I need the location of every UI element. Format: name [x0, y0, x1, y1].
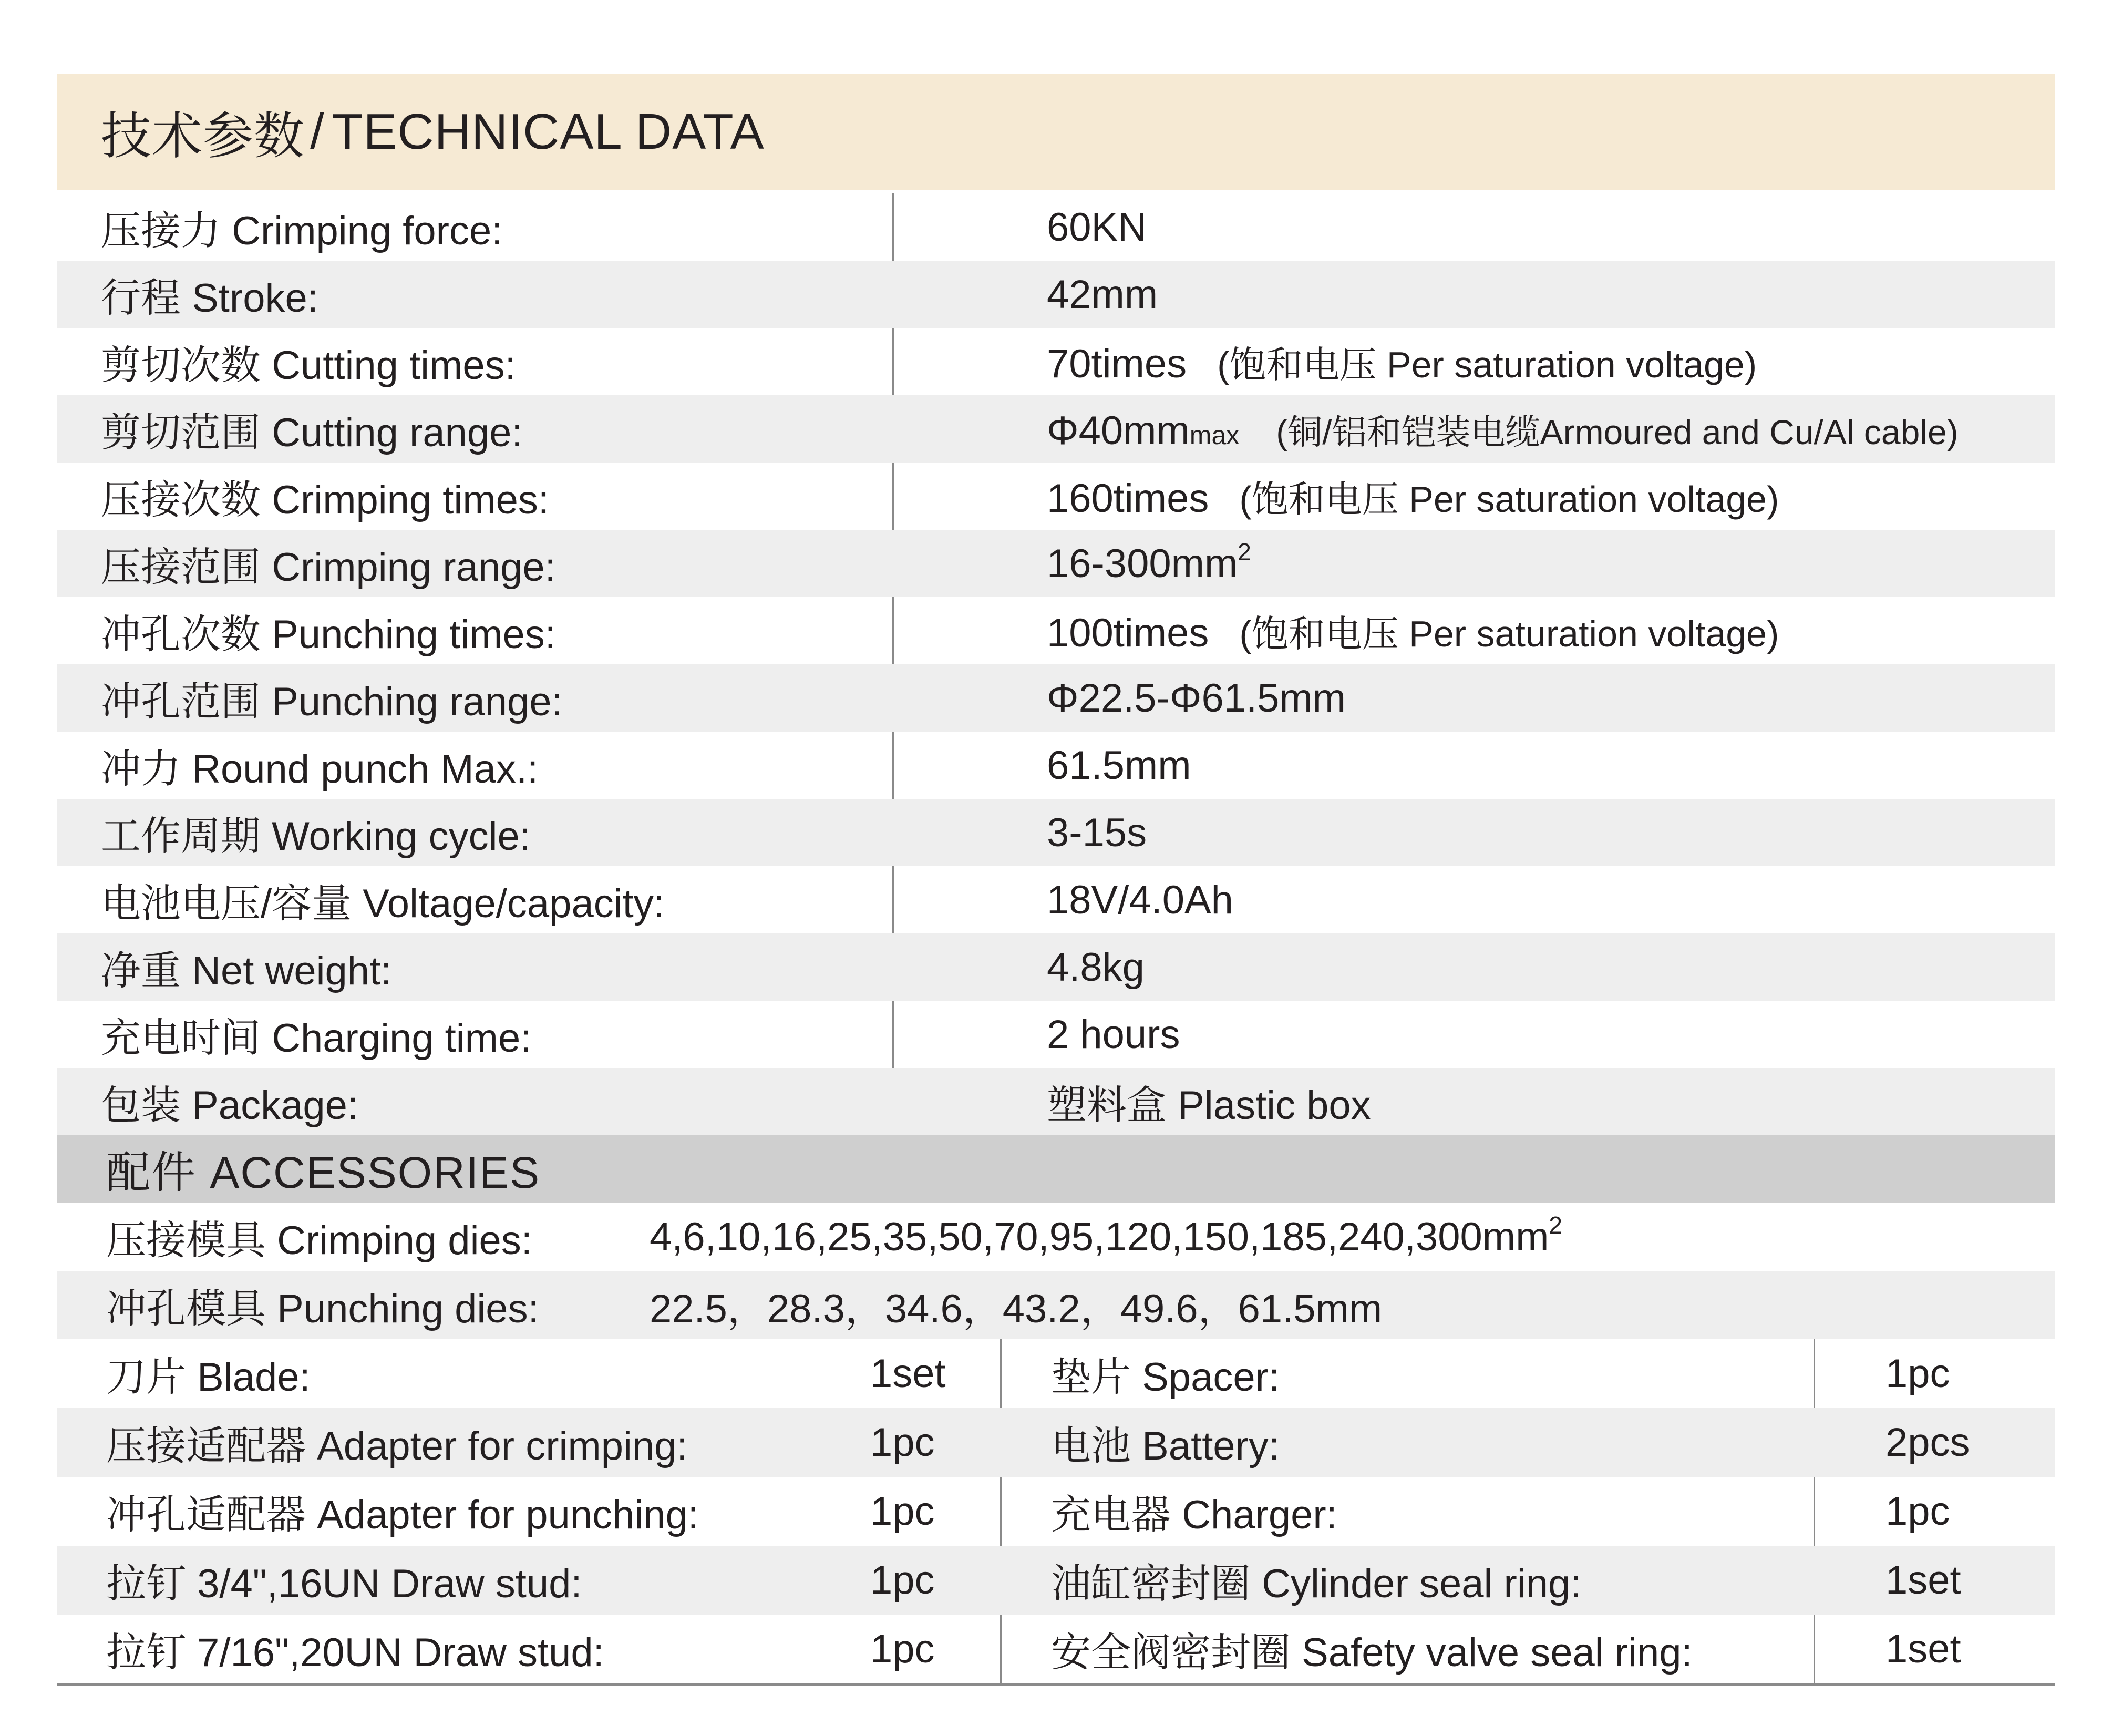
spec-row-package [57, 1068, 2055, 1135]
accessory-value: $4,6,10,16,25,35,50,70,95,120,150,185,240,300mm^2$ [650, 1211, 1563, 1259]
item-label: 冲孔适配器 Adapter for punching: [106, 1493, 699, 1537]
accessory-value: 22.5，28.3，34.6，43.2，49.6，61.5mm [650, 1286, 1383, 1331]
spec-row-voltage-capacity [57, 866, 2055, 933]
spec-row-punching-times [57, 597, 2055, 664]
spec-value: Φ40mmmax (铜/铝和铠装电缆Armoured and Cu/Al cable) [1047, 408, 1959, 453]
accessory-row-crimping-dies [57, 1203, 2055, 1271]
accessory-item-row [57, 1339, 2055, 1408]
spec-row-charging-time [57, 1001, 2055, 1068]
header-title-cn: 技术参数 [101, 108, 305, 165]
item-label: 充电器 Charger: [1051, 1493, 1337, 1537]
accessory-item-row [57, 1546, 2055, 1615]
item-qty: 1set [1885, 1558, 1961, 1603]
item-qty: 1pc [870, 1489, 935, 1534]
spec-value: 42mm [1047, 272, 1158, 317]
spec-value: 塑料盒 Plastic box [1047, 1083, 1371, 1128]
spec-label: 工作周期 Working cycle: [101, 814, 531, 859]
spec-row-round-punch [57, 732, 2055, 799]
spec-sheet [57, 74, 2055, 1686]
spec-value: 70times (饱和电压 Per saturation voltage) [1047, 341, 1757, 386]
spec-label: 行程 Stroke: [101, 275, 318, 321]
header-separator: / [310, 104, 325, 160]
spec-row-crimping-range [57, 530, 2055, 597]
accessory-label: 冲孔模具 Punching dies: [106, 1286, 539, 1331]
spec-row-punching-range [57, 664, 2055, 732]
spec-label: 剪切次数 Cutting times: [101, 343, 516, 388]
spec-value-sup: 2 [1238, 538, 1251, 566]
spec-value: 3-15s [1047, 810, 1147, 855]
accessory-row-punching-dies [57, 1271, 2055, 1339]
technical-data-header [57, 74, 2055, 190]
item-label: 刀片 Blade: [106, 1355, 311, 1400]
spec-note: (饱和电压 Per saturation voltage) [1217, 344, 1757, 385]
spec-value: 4.8kg [1047, 944, 1145, 990]
spec-label: 净重 Net weight: [101, 948, 392, 993]
accessory-items-grid [57, 1339, 2055, 1683]
spec-label: 包装 Package: [101, 1083, 358, 1128]
accessory-item-row [57, 1408, 2055, 1477]
accessory-value-sup: 2 [1549, 1211, 1563, 1239]
spec-label: 冲力 Round punch Max.: [101, 746, 539, 792]
spec-row-net-weight [57, 933, 2055, 1001]
item-label: 拉钉 3/4",16UN Draw stud: [106, 1562, 582, 1606]
spec-value: Φ22.5-Φ61.5mm [1047, 675, 1346, 721]
spec-row-crimping-force [57, 193, 2055, 261]
spec-row-crimping-times [57, 463, 2055, 530]
spec-row-stroke [57, 261, 2055, 328]
spec-label: 电池电压/容量 Voltage/capacity: [101, 881, 665, 926]
spec-value: 18V/4.0Ah [1047, 877, 1233, 922]
accessory-label: 压接模具 Crimping dies: [106, 1218, 532, 1263]
spec-row-working-cycle [57, 799, 2055, 866]
spec-value-suffix: max [1189, 420, 1240, 450]
header-title-en: TECHNICAL DATA [332, 104, 765, 160]
spec-note: (饱和电压 Per saturation voltage) [1239, 478, 1779, 520]
spec-label: 剪切范围 Cutting range: [101, 410, 523, 455]
item-label: 压接适配器 Adapter for crimping: [106, 1424, 688, 1468]
item-label: 垫片 Spacer: [1051, 1355, 1280, 1400]
item-qty: 1pc [870, 1627, 935, 1671]
spec-label: 压接力 Crimping force: [101, 208, 503, 253]
item-qty: 1set [1885, 1627, 1961, 1671]
spec-row-cutting-range [57, 395, 2055, 463]
accessory-item-row [57, 1615, 2055, 1683]
item-qty: 1pc [1885, 1351, 1950, 1396]
accessory-item-row [57, 1477, 2055, 1546]
spec-value: 60KN [1047, 204, 1147, 250]
item-qty: 1pc [1885, 1489, 1950, 1534]
spec-label: 压接范围 Crimping range: [101, 545, 556, 590]
item-label: 安全阀密封圈 Safety valve seal ring: [1051, 1630, 1693, 1675]
spec-value: 61.5mm [1047, 743, 1191, 788]
item-qty: 1pc [870, 1558, 935, 1603]
item-label: 电池 Battery: [1051, 1424, 1280, 1468]
item-qty: 1set [870, 1351, 946, 1396]
spec-value: $16-300mm^2$ [1047, 538, 1251, 586]
spec-label: 冲孔次数 Punching times: [101, 612, 556, 657]
bottom-rule [57, 1683, 2055, 1686]
spec-label: 充电时间 Charging time: [101, 1015, 532, 1061]
item-label: 油缸密封圈 Cylinder seal ring: [1051, 1562, 1582, 1606]
item-qty: 2pcs [1885, 1420, 1970, 1465]
spec-value: 100times (饱和电压 Per saturation voltage) [1047, 610, 1779, 655]
spec-value: 2 hours [1047, 1012, 1180, 1057]
spec-value: 160times (饱和电压 Per saturation voltage) [1047, 476, 1779, 521]
spec-label: 冲孔范围 Punching range: [101, 679, 563, 724]
item-label: 拉钉 7/16",20UN Draw stud: [106, 1630, 604, 1675]
item-qty: 1pc [870, 1420, 935, 1465]
accessories-header: 配件 ACCESSORIES [57, 1135, 2055, 1203]
spec-label: 压接次数 Crimping times: [101, 477, 549, 522]
spec-row-cutting-times [57, 328, 2055, 395]
spec-note: (饱和电压 Per saturation voltage) [1239, 613, 1779, 654]
spec-note: (铜/铝和铠装电缆Armoured and Cu/Al cable) [1276, 412, 1959, 451]
